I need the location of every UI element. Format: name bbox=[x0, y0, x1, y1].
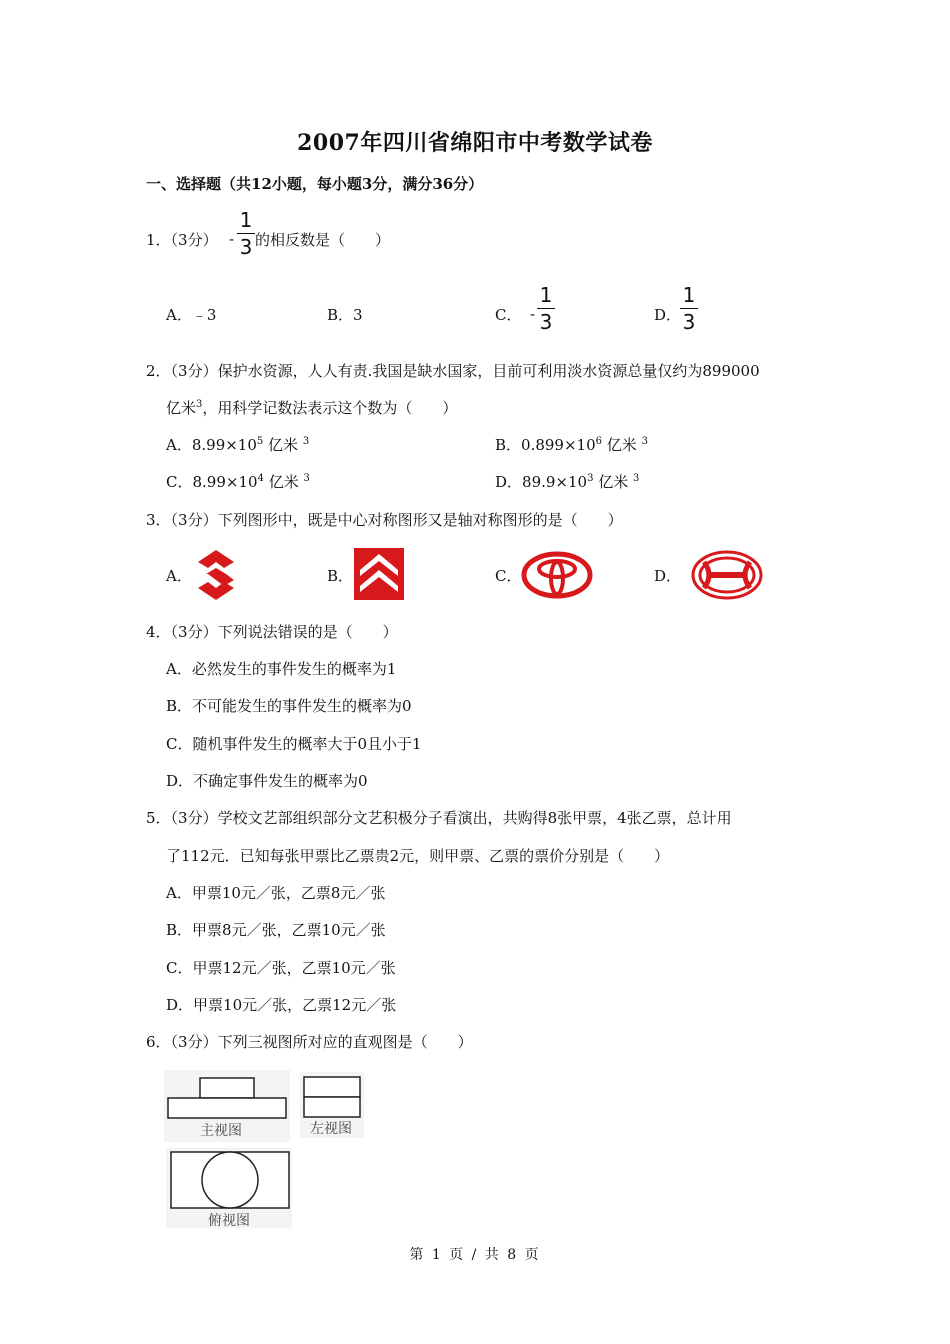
q6-text: 6．（3分）下列三视图所对应的直观图是（ ） bbox=[146, 1033, 473, 1051]
q2-option-c-unit: 亿米 bbox=[268, 473, 299, 491]
q2-option-d-unit: 亿米 bbox=[598, 473, 629, 491]
q2-option-a-unit: 亿米 bbox=[268, 436, 299, 454]
q2-option-d[interactable] bbox=[495, 472, 639, 492]
q2-line1: 2．（3分）保护水资源，人人有责.我国是缺水国家，目前可利用淡水资源总量仅约为899000 bbox=[146, 362, 760, 380]
front-view-figure bbox=[164, 1070, 290, 1142]
section-heading: 一、选择题（共12小题，每小题3分，满分36分） bbox=[146, 175, 484, 193]
q5-option-b[interactable]: B．甲票8元／张，乙票10元／张 bbox=[166, 921, 386, 939]
q3-option-a[interactable]: A． bbox=[166, 567, 192, 585]
q3-option-d[interactable]: D． bbox=[654, 567, 682, 585]
q1-option-d-fraction bbox=[680, 284, 698, 333]
q2-option-a-pre: A．8.99×10 bbox=[166, 436, 257, 454]
top-view-figure bbox=[166, 1148, 292, 1228]
page-footer: 第 1 页 / 共 8 页 bbox=[409, 1247, 541, 1263]
q3-option-b[interactable]: B． bbox=[327, 567, 354, 585]
q1-frac-den: 3 bbox=[239, 235, 253, 259]
q2-option-d-pre: D．89.9×10 bbox=[495, 473, 588, 491]
q1-option-d-num: 1 bbox=[682, 283, 696, 307]
q3-text: 3．（3分）下列图形中，既是中心对称图形又是轴对称图形的是（ ） bbox=[146, 511, 623, 529]
q1-prefix: 1．（3分） bbox=[146, 231, 218, 249]
left-view-label: 左视图 bbox=[310, 1121, 352, 1137]
q2-option-c-pre: C．8.99×10 bbox=[166, 473, 258, 491]
q1-option-a[interactable]: A．﹣3 bbox=[166, 306, 217, 324]
q2-line2-pre: 亿米 bbox=[166, 399, 197, 417]
q2-line2-sup: 3 bbox=[196, 399, 203, 410]
q2-option-c[interactable] bbox=[166, 472, 310, 492]
q5-option-d[interactable]: D．甲票10元／张，乙票12元／张 bbox=[166, 996, 397, 1014]
q1-frac-num: 1 bbox=[239, 208, 253, 232]
q1-option-c-label[interactable]: C． bbox=[495, 306, 522, 324]
q2-line2-post: ，用科学记数法表示这个数为（ ） bbox=[202, 399, 458, 417]
front-view-label: 主视图 bbox=[200, 1123, 242, 1139]
q2-line2 bbox=[166, 398, 457, 418]
q5-line2: 了112元．已知每张甲票比乙票贵2元，则甲票、乙票的票价分别是（ ） bbox=[166, 847, 670, 865]
q4-option-a[interactable]: A．必然发生的事件发生的概率为1 bbox=[166, 660, 397, 678]
q1-suffix: 的相反数是（ ） bbox=[255, 231, 391, 249]
q2-option-d-sup: 3 bbox=[633, 473, 640, 484]
suzuki-logo-icon[interactable] bbox=[194, 550, 246, 600]
q5-option-a[interactable]: A．甲票10元／张，乙票8元／张 bbox=[166, 884, 386, 902]
hino-logo-icon[interactable] bbox=[690, 548, 764, 602]
q1-option-c-minus: - bbox=[530, 305, 536, 323]
q2-option-c-exp: 4 bbox=[257, 473, 264, 484]
q2-option-a-exp: 5 bbox=[256, 436, 264, 447]
toyota-logo-icon[interactable] bbox=[521, 550, 593, 600]
q1-option-c-den: 3 bbox=[539, 310, 553, 334]
left-view-drawing bbox=[300, 1072, 364, 1120]
q1-option-d-den: 3 bbox=[682, 310, 696, 334]
q1-option-b[interactable]: B．3 bbox=[327, 306, 363, 324]
q4-option-d[interactable]: D．不确定事件发生的概率为0 bbox=[166, 772, 368, 790]
top-view-label: 俯视图 bbox=[208, 1213, 250, 1229]
q2-option-a-sup: 3 bbox=[302, 436, 310, 447]
q2-option-b[interactable] bbox=[495, 435, 648, 455]
q3-option-c[interactable]: C． bbox=[495, 567, 522, 585]
q5-option-c[interactable]: C．甲票12元／张，乙票10元／张 bbox=[166, 959, 396, 977]
q4-option-c[interactable]: C．随机事件发生的概率大于0且小于1 bbox=[166, 735, 422, 753]
page-title: 2007年四川省绵阳市中考数学试卷 bbox=[297, 130, 653, 156]
q2-option-b-exp: 6 bbox=[595, 436, 602, 447]
q2-option-a[interactable] bbox=[166, 435, 309, 455]
q1-option-c-num: 1 bbox=[539, 283, 553, 307]
q1-option-c-fraction bbox=[537, 284, 555, 333]
front-view-drawing bbox=[164, 1070, 290, 1120]
q5-line1: 5．（3分）学校文艺部组织部分文艺积极分子看演出，共购得8张甲票，4张乙票，总计用 bbox=[146, 809, 732, 827]
q1-minus: - bbox=[229, 230, 235, 248]
q1-option-d-label[interactable]: D． bbox=[654, 306, 682, 324]
top-view-drawing bbox=[166, 1148, 292, 1210]
q4-option-b[interactable]: B．不可能发生的事件发生的概率为0 bbox=[166, 697, 412, 715]
q2-option-b-sup: 3 bbox=[641, 436, 648, 447]
left-view-figure bbox=[300, 1072, 364, 1138]
q2-option-b-unit: 亿米 bbox=[606, 436, 637, 454]
q1-fraction bbox=[237, 209, 255, 258]
q2-option-b-pre: B．0.899×10 bbox=[495, 436, 596, 454]
q2-option-d-exp: 3 bbox=[587, 473, 594, 484]
q2-option-c-sup: 3 bbox=[303, 473, 310, 484]
q4-text: 4．（3分）下列说法错误的是（ ） bbox=[146, 623, 398, 641]
citroen-logo-icon[interactable] bbox=[354, 548, 404, 600]
